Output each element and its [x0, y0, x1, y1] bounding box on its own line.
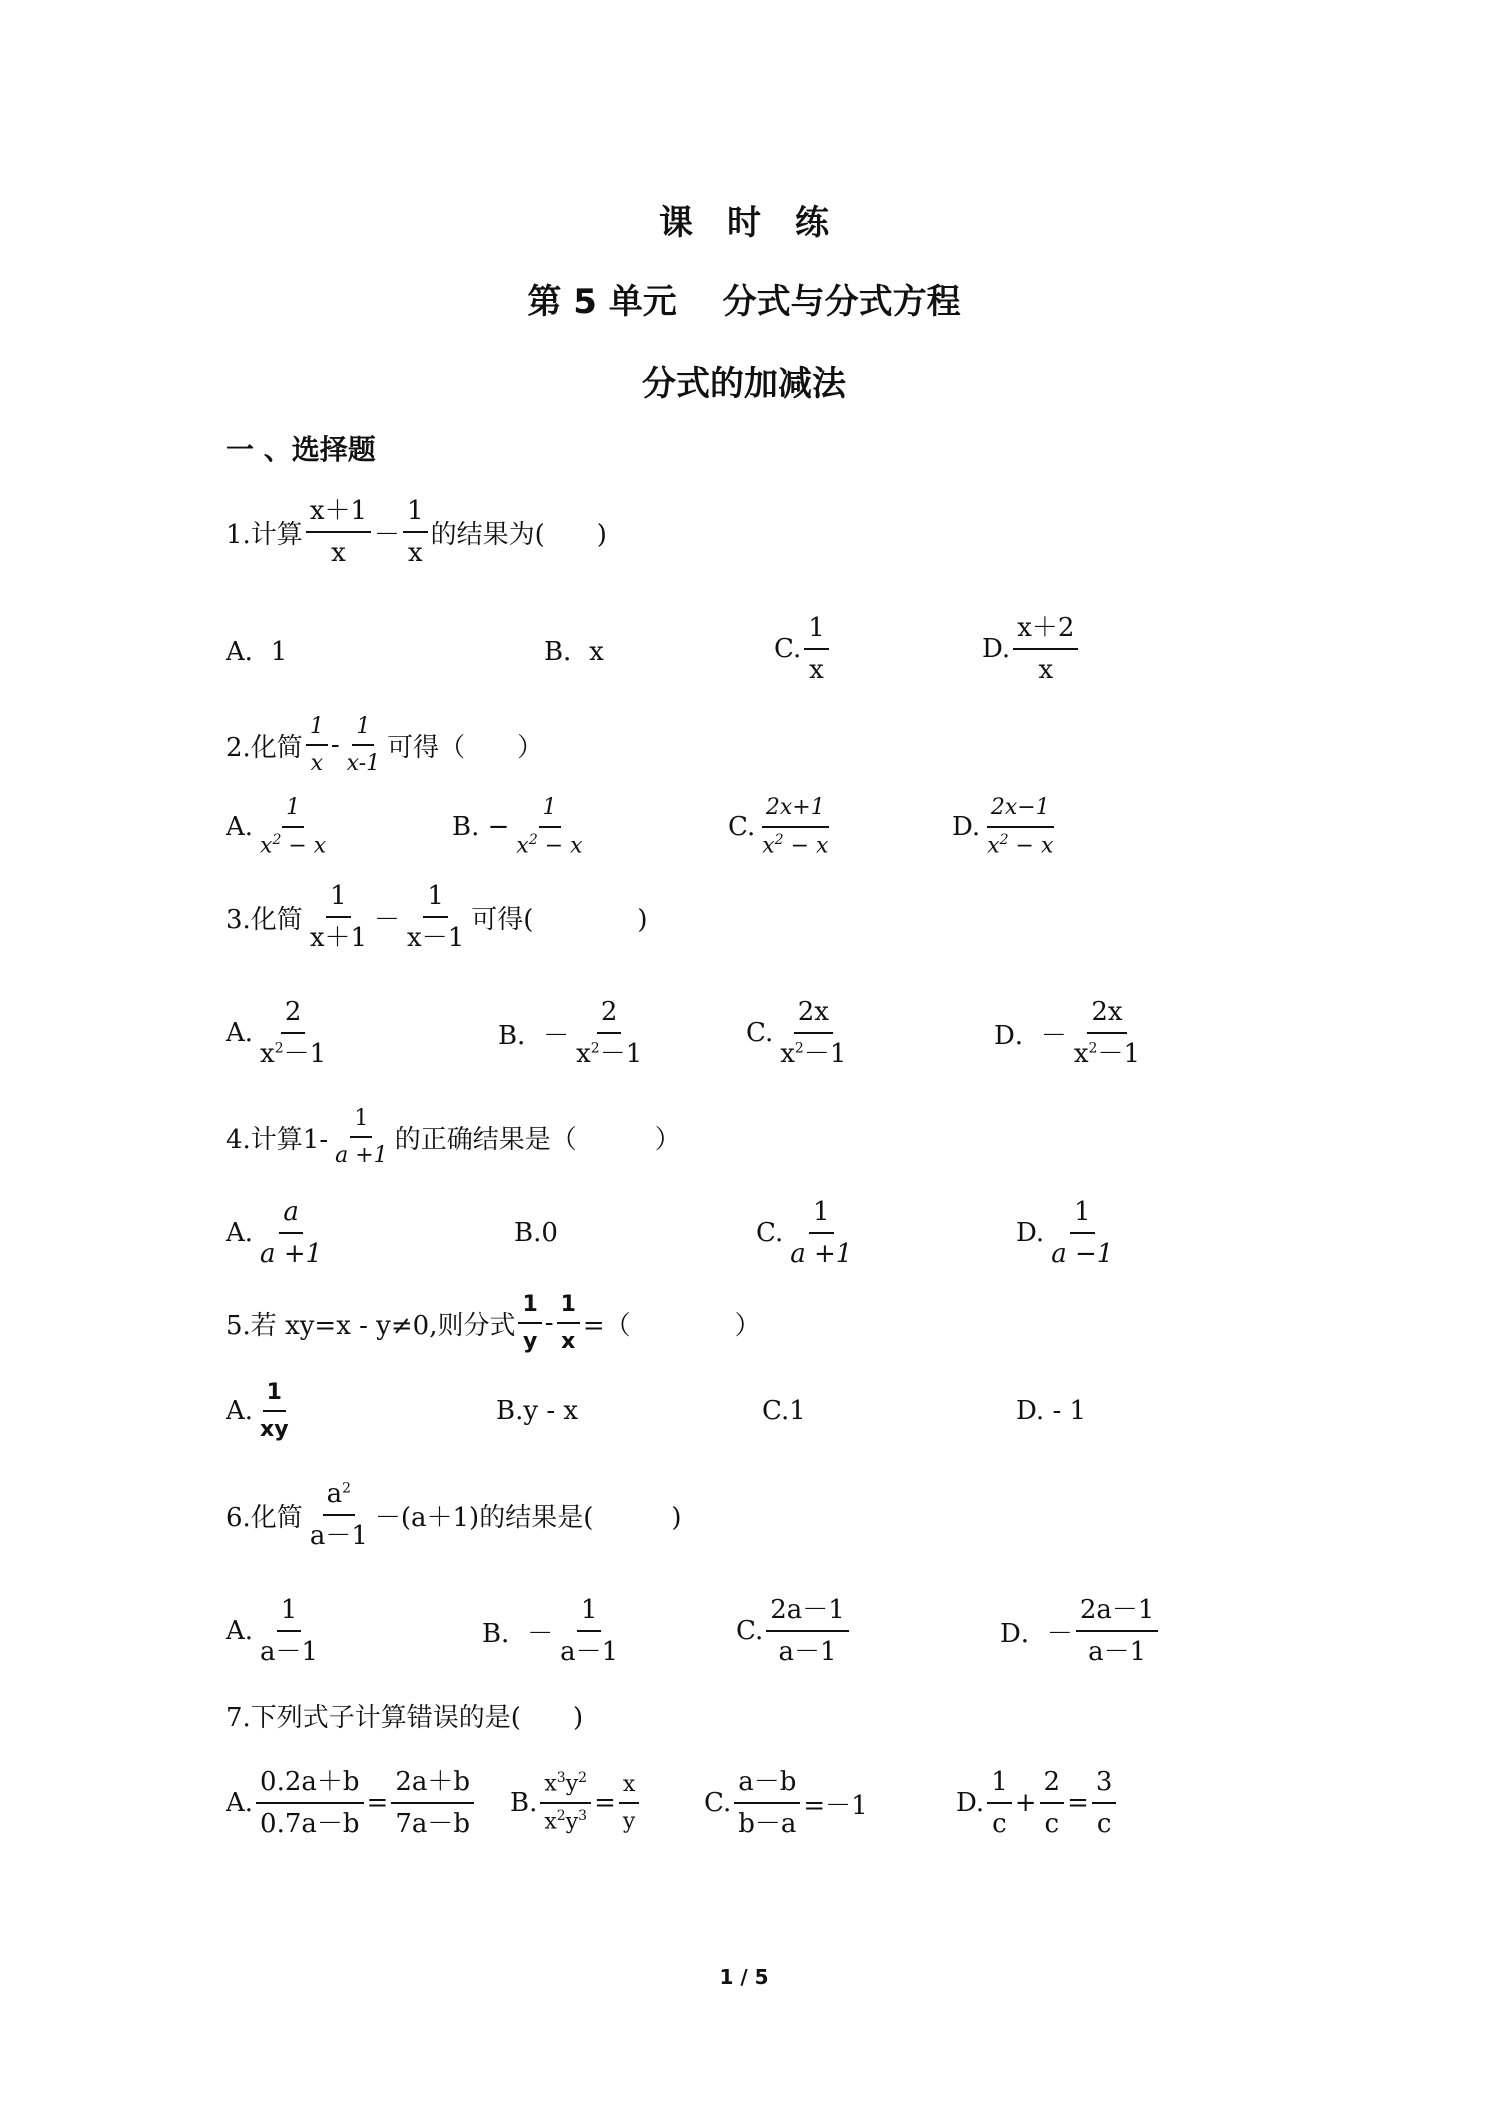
option-d[interactable]: D. $\frac{1}{c}$ + $\frac{2}{c}$ = $\frac{3}{c}$	[956, 1758, 1119, 1848]
fraction: $\frac{a^2}{a-1}$	[309, 1478, 368, 1551]
question-7-options	[226, 1758, 1326, 1848]
question-5-prefix: 5.若 xy=x - y≠0,则分式	[226, 1310, 516, 1341]
option-b[interactable]: B. $\frac{x^3y^2}{x^2y^3}$ = $\frac{x}{y}$	[510, 1758, 642, 1848]
option-a[interactable]: A. $\frac{1}{x^2 - x}$	[226, 795, 327, 859]
question-4	[226, 1092, 681, 1182]
option-d[interactable]: D. $\frac{2x-1}{x^2 - x}$	[952, 795, 1054, 859]
page-number: 1 / 5	[719, 1965, 769, 1989]
option-a[interactable]: A．1	[226, 636, 288, 667]
option-a[interactable]: A. $\frac{1}{xy}$	[226, 1379, 289, 1442]
question-5: 5.若 xy=x - y≠0,则分式 $\frac{1}{y}$ - $\frac{1}{x}$ =（ ）	[226, 1291, 761, 1354]
option-b[interactable]: B．－ $\frac{2}{x^2-1}$	[498, 996, 643, 1069]
option-a[interactable]: A. $\frac{0.2a+b}{0.7a-b}$ = $\frac{2a+b}{7a-b}$	[226, 1758, 477, 1848]
question-6	[226, 1470, 681, 1560]
question-7	[226, 1680, 583, 1750]
option-c[interactable]: C. $\frac{1}{x}$	[774, 604, 832, 694]
fraction: $\frac{1}{x}$	[306, 713, 328, 778]
question-3-prefix: 3.化简	[226, 904, 303, 935]
option-a[interactable]: A. $\frac{2}{x^2-1}$	[226, 996, 327, 1069]
question-1: 1.计算 $\frac{x+1}{x}$ － $\frac{1}{x}$ 的结果为( )	[226, 495, 607, 568]
question-1-prefix: 1.计算	[226, 519, 303, 550]
option-c[interactable]: C. $\frac{a-b}{b-a}$ =－1	[704, 1766, 868, 1839]
fraction: $\frac{1}{y}$	[518, 1291, 541, 1356]
fraction: $\frac{1}{x}$	[557, 1291, 580, 1356]
question-3: 3.化简 $\frac{1}{x+1}$ － $\frac{1}{x-1}$ 可得( )	[226, 880, 648, 953]
question-2: 2.化简 $\frac{1}{x}$ - $\frac{1}{x-1}$ 可得（ ）	[226, 713, 544, 776]
option-c[interactable]: C.1	[762, 1396, 806, 1426]
question-7-text: 7.下列式子计算错误的是( )	[226, 1702, 584, 1733]
question-2-options	[226, 782, 1326, 872]
question-3-suffix: 可得( )	[471, 904, 648, 935]
question-1-suffix: 的结果为( )	[430, 519, 607, 550]
question-4-options	[226, 1188, 1326, 1278]
question-2-suffix: 可得（ ）	[387, 732, 544, 763]
fraction: $\frac{1}{x-1}$	[407, 880, 465, 953]
option-b[interactable]: B.0	[514, 1218, 558, 1248]
fraction: $\frac{1}{x-1}$	[346, 713, 381, 776]
question-4-prefix: 4.计算1-	[226, 1124, 329, 1155]
option-d[interactable]: D．－ $\frac{2x}{x^2-1}$	[994, 996, 1140, 1069]
option-d[interactable]: D．－ $\frac{2a-1}{a-1}$	[1000, 1586, 1161, 1676]
option-a[interactable]: A. $\frac{a}{a +1}$	[226, 1196, 323, 1269]
option-c[interactable]: C. $\frac{2a-1}{a-1}$	[736, 1586, 852, 1676]
question-3-options	[226, 988, 1326, 1078]
question-6-suffix: －(a＋1)的结果是( )	[374, 1502, 682, 1533]
question-4-suffix: 的正确结果是（ ）	[394, 1124, 681, 1155]
option-b[interactable]: B．－ $\frac{1}{a-1}$	[482, 1594, 619, 1667]
fraction: $\frac{1}{x+1}$	[309, 880, 368, 953]
fraction: $\frac{1}{x}$	[403, 495, 428, 570]
option-b[interactable]: B．x	[544, 636, 604, 667]
question-2-prefix: 2.化简	[226, 732, 303, 763]
option-d[interactable]: D. $\frac{x+2}{x}$	[982, 604, 1081, 694]
section-heading: 一 、选择题	[226, 433, 376, 466]
option-c[interactable]: C. $\frac{1}{a +1}$	[756, 1196, 853, 1269]
question-5-options	[226, 1366, 1326, 1456]
unit-title: 第 5 单元 分式与分式方程	[527, 282, 961, 322]
question-6-prefix: 6.化简	[226, 1502, 303, 1533]
option-b[interactable]: B. − $\frac{1}{x^2 - x}$	[452, 795, 583, 859]
question-5-suffix: =（ ）	[582, 1310, 761, 1341]
option-d[interactable]: D. - 1	[1016, 1396, 1087, 1426]
fraction: $\frac{1}{a +1}$	[335, 1105, 388, 1168]
option-a[interactable]: A. $\frac{1}{a-1}$	[226, 1594, 319, 1667]
question-6-options	[226, 1586, 1326, 1676]
fraction: $\frac{x+1}{x}$	[306, 495, 371, 570]
question-1-options	[226, 604, 1326, 694]
option-c[interactable]: C. $\frac{2x}{x^2-1}$	[746, 996, 847, 1069]
option-b[interactable]: B.y - x	[496, 1396, 579, 1426]
option-d[interactable]: D. $\frac{1}{a -1}$	[1016, 1196, 1114, 1269]
lesson-title: 分式的加减法	[642, 364, 846, 404]
option-c[interactable]: C. $\frac{2x+1}{x^2 - x}$	[728, 795, 829, 859]
document-title: 课时练	[659, 203, 863, 243]
